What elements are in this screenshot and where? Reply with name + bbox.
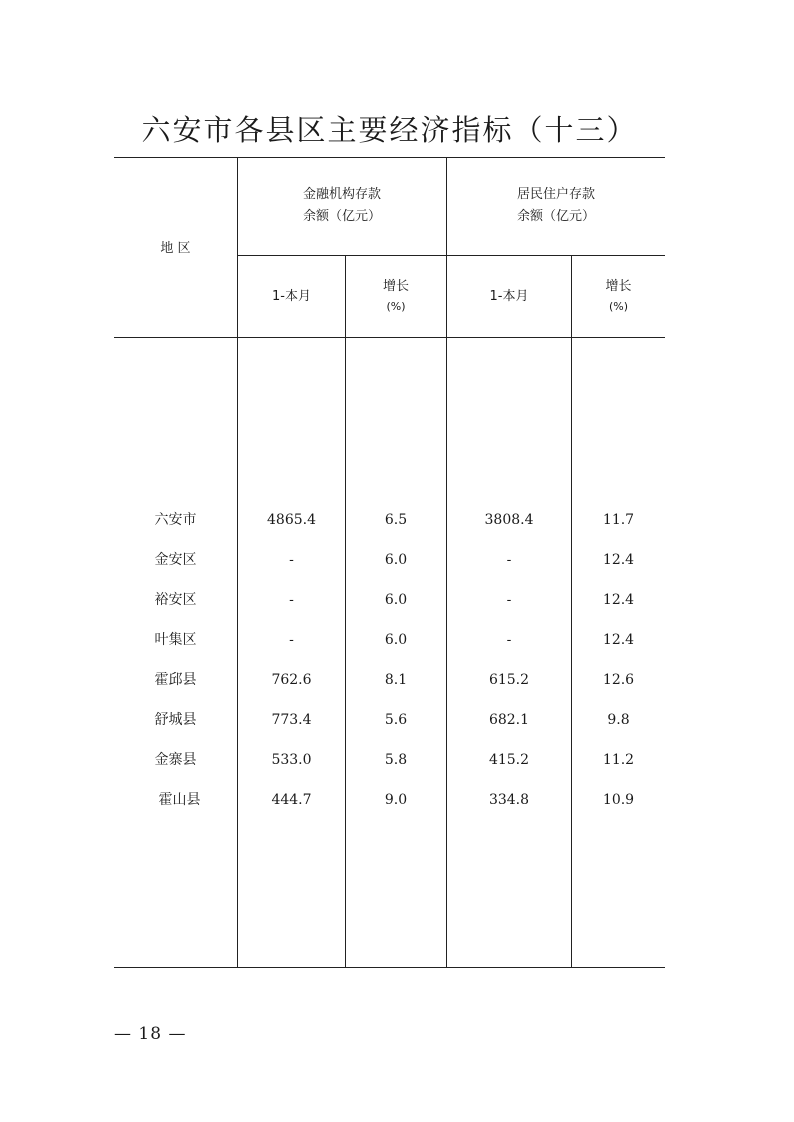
row-region: 裕安区 [154,592,197,608]
header-period-2: 1-本月 [489,289,529,304]
header-growth-unit-1: (%) [386,300,406,313]
row-resident-value: 615.2 [488,672,530,688]
row-resident-value: - [506,632,512,648]
row-region: 霍山县 [158,792,201,808]
row-resident-growth: 12.4 [602,592,635,608]
row-region: 叶集区 [154,632,197,648]
row-resident-growth: 11.7 [602,512,635,528]
header-period-1: 1-本月 [272,289,311,304]
row-deposit-growth: 5.8 [384,752,408,768]
header-mid-rule [238,255,665,256]
header-growth-unit-2: (%) [608,300,629,313]
table-top-rule [114,157,665,158]
row-deposit-value: 762.6 [271,672,312,688]
header-resident-deposit-line2: 余额（亿元） [516,209,595,224]
row-deposit-value: 444.7 [271,792,312,808]
header-resident-deposit-line1: 居民住户存款 [516,187,595,202]
row-deposit-value: 773.4 [271,712,312,728]
header-resident-deposit [447,184,665,228]
row-deposit-value: - [289,632,294,648]
row-resident-value: 3808.4 [484,512,534,528]
row-deposit-growth: 9.0 [384,792,408,808]
page-number: — 18 — [114,1024,187,1044]
row-resident-value: 415.2 [488,752,530,768]
row-deposit-growth: 6.5 [384,512,408,528]
table-bottom-rule [114,967,665,968]
row-resident-growth: 12.6 [602,672,635,688]
row-deposit-value: - [289,552,294,568]
header-growth-2: 增长 (%) [572,276,665,316]
row-deposit-value: 4865.4 [267,512,316,528]
header-financial-deposit-line1: 金融机构存款 [302,187,381,202]
row-resident-growth: 12.4 [602,632,635,648]
row-resident-value: 682.1 [488,712,530,728]
row-deposit-growth: 6.0 [384,632,408,648]
row-resident-growth: 9.8 [607,712,630,728]
header-bottom-rule [114,337,665,338]
header-financial-deposit [238,184,446,228]
page-title: 六安市各县区主要经济指标（十三） [141,113,638,147]
row-deposit-growth: 6.0 [384,552,408,568]
header-growth-1: 增长 (%) [346,276,446,316]
row-resident-growth: 12.4 [602,552,635,568]
row-deposit-growth: 6.0 [384,592,408,608]
row-region: 霍邱县 [154,672,197,688]
row-deposit-growth: 8.1 [384,672,408,688]
row-region: 金寨县 [154,752,197,768]
row-region: 金安区 [154,552,197,568]
row-deposit-value: 533.0 [271,752,312,768]
row-deposit-value: - [289,592,294,608]
row-region: 舒城县 [154,712,197,728]
row-region: 六安市 [154,512,197,528]
header-region: 地 区 [160,241,191,256]
row-resident-value: - [506,552,512,568]
row-resident-growth: 10.9 [602,792,635,808]
row-resident-value: - [506,592,512,608]
header-financial-deposit-line2: 余额（亿元） [302,209,381,224]
row-deposit-growth: 5.6 [384,712,408,728]
row-resident-value: 334.8 [488,792,530,808]
row-resident-growth: 11.2 [602,752,635,768]
